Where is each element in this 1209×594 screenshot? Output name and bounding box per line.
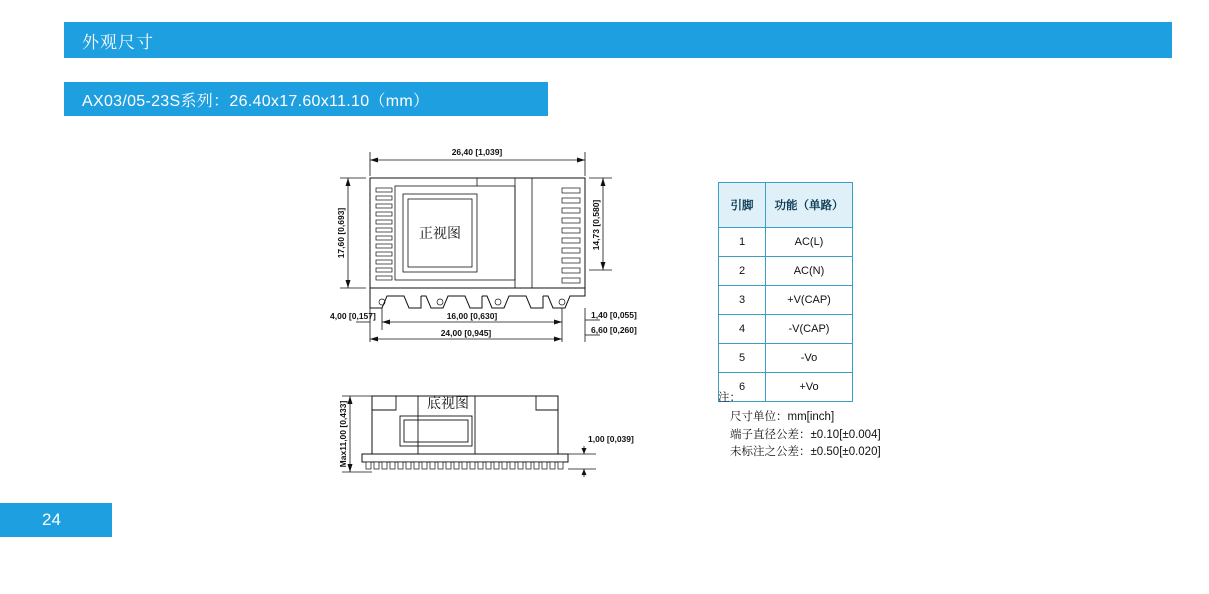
page-title: 外观尺寸	[82, 32, 154, 52]
table-row	[719, 315, 853, 344]
table-row	[719, 228, 853, 257]
notes-block	[718, 390, 881, 462]
table-header-pin: 引脚	[719, 183, 766, 228]
dim-bottom-left-offset: 4,00 [0,157]	[330, 311, 376, 321]
subsection-title: AX03/05-23S系列：26.40x17.60x11.10（mm）	[82, 92, 430, 110]
dim-bottom-center: 16,00 [0,630]	[446, 311, 498, 321]
cell-pin: 3	[719, 286, 766, 315]
cell-function: AC(N)	[766, 257, 853, 286]
cell-pin: 1	[719, 228, 766, 257]
notes-title: 注：	[718, 392, 741, 404]
section-header-bar	[64, 22, 1172, 58]
dim-height-max-label: Max11,00 [0,433]	[338, 400, 348, 468]
dim-left-height: 17,60 [0,693]	[336, 207, 346, 259]
table-header-row	[719, 183, 853, 228]
page-number: 24	[42, 510, 61, 529]
dim-right-small: 1,40 [0,055]	[591, 310, 637, 320]
cell-function: +Vo	[766, 373, 853, 402]
bottom-view-drawing	[300, 380, 680, 500]
cell-function: AC(L)	[766, 228, 853, 257]
pin-function-table	[718, 182, 853, 402]
table-row	[719, 344, 853, 373]
cell-function: +V(CAP)	[766, 286, 853, 315]
cell-function: -V(CAP)	[766, 315, 853, 344]
notes-line: 未标注之公差：±0.50[±0.020]	[730, 446, 881, 459]
cell-pin: 6	[719, 373, 766, 402]
dim-bottom-total: 24,00 [0,945]	[440, 328, 492, 338]
cell-pin: 2	[719, 257, 766, 286]
table-header-function: 功能（单路）	[766, 183, 853, 228]
notes-line: 尺寸单位：mm[inch]	[730, 410, 835, 423]
dim-right-height: 14,73 [0,580]	[591, 199, 601, 251]
front-view-label: 正视图	[419, 225, 461, 241]
table-row	[719, 257, 853, 286]
dim-pin-len: 1,00 [0,039]	[588, 434, 634, 444]
subsection-header-bar	[64, 82, 548, 116]
dim-right-small2: 6,60 [0,260]	[591, 325, 637, 335]
page-number-badge	[0, 503, 112, 537]
cell-pin: 4	[719, 315, 766, 344]
table-row	[719, 286, 853, 315]
cell-function: -Vo	[766, 344, 853, 373]
notes-line: 端子直径公差：±0.10[±0.004]	[730, 428, 881, 441]
cell-pin: 5	[719, 344, 766, 373]
bottom-view-label: 底视图	[427, 395, 469, 411]
dim-top-width: 26,40 [1,039]	[451, 147, 503, 157]
